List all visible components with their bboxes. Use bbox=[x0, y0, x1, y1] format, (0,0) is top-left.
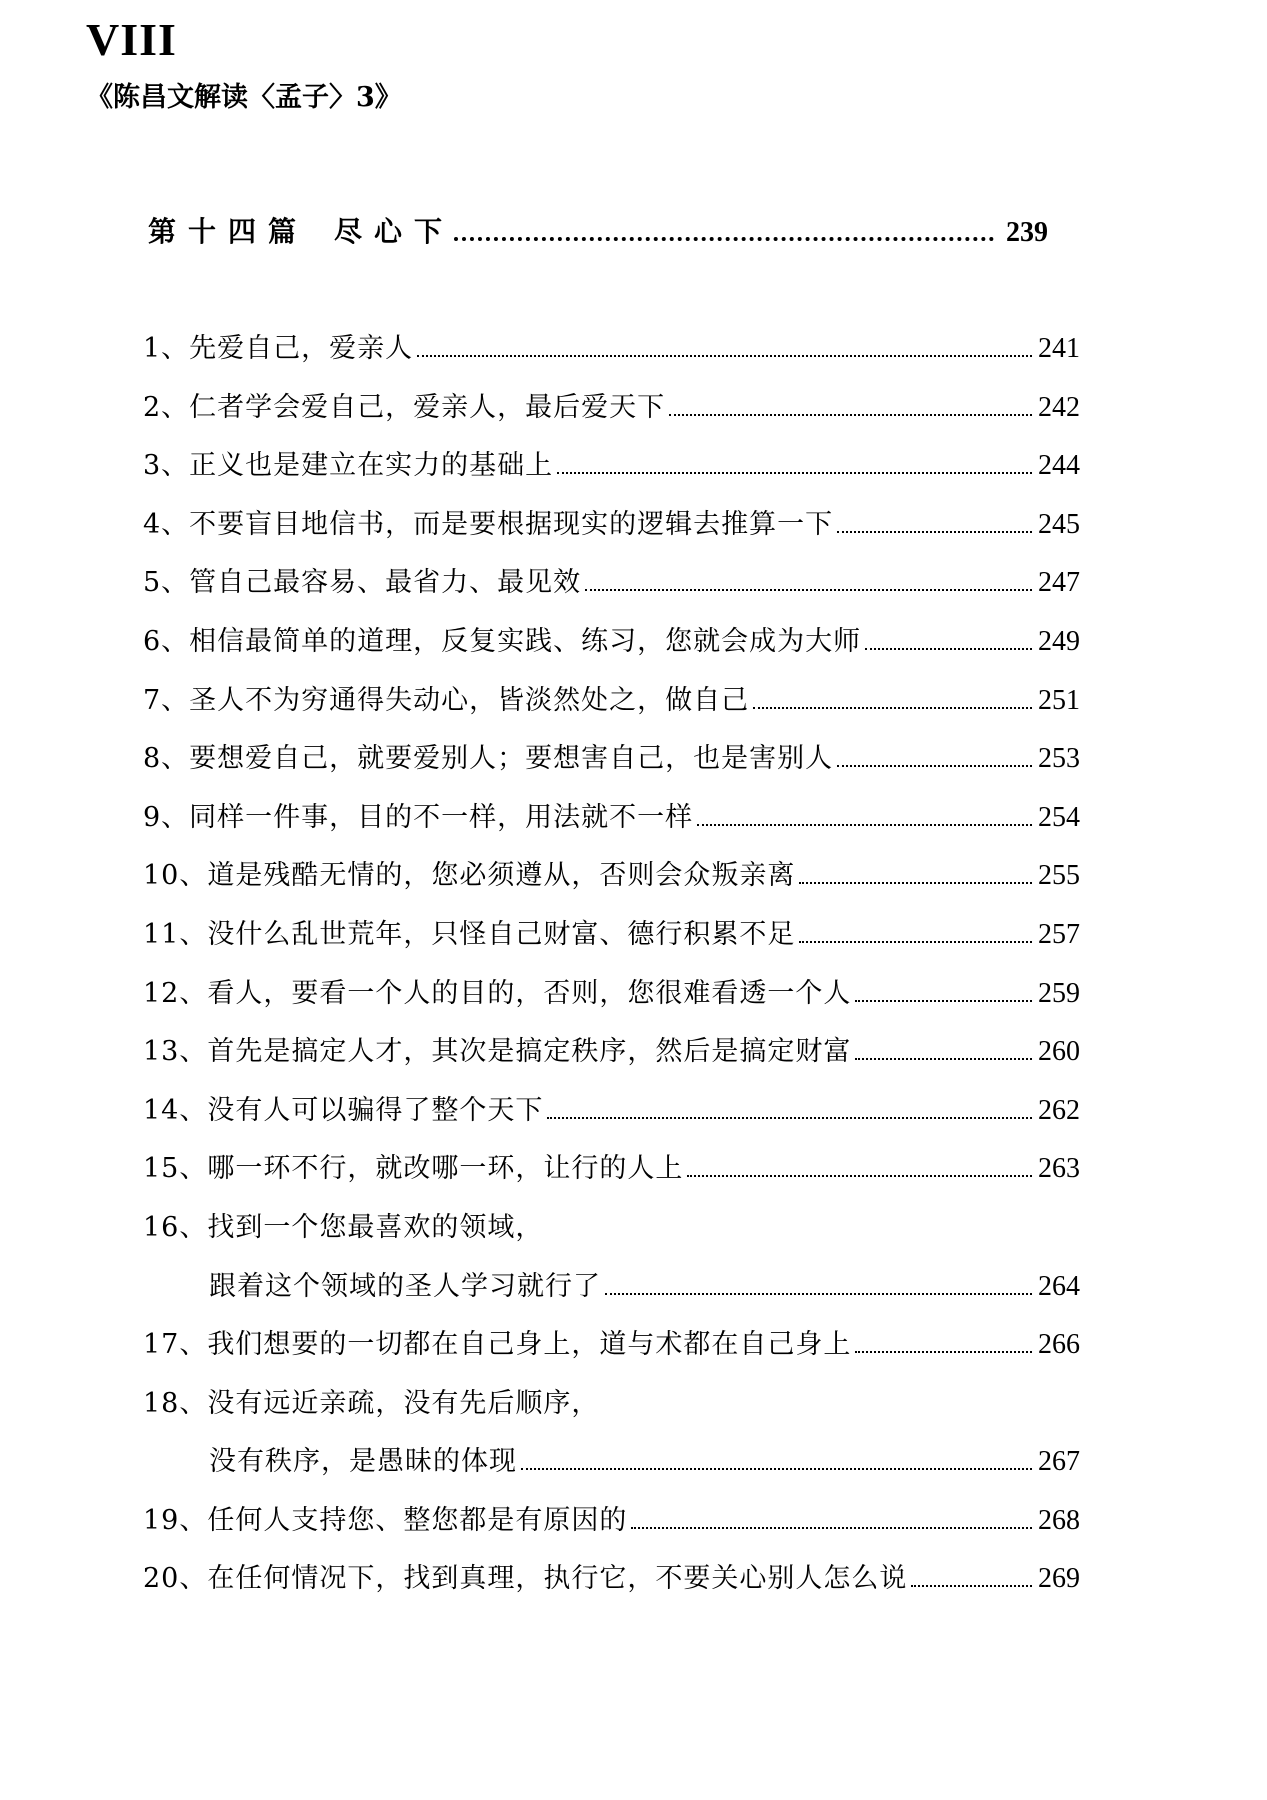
toc-entry[interactable] bbox=[143, 965, 1080, 1024]
toc-entry-text: 6、相信最简单的道理，反复实践、练习，您就会成为大师 bbox=[143, 625, 862, 657]
toc-entry-text: 11、没什么乱世荒年，只怪自己财富、德行积累不足 bbox=[143, 918, 796, 950]
dot-leader bbox=[837, 765, 1032, 767]
toc-entry-page: 267 bbox=[1038, 1446, 1080, 1478]
dot-leader bbox=[605, 1293, 1032, 1295]
toc-entry-page: 245 bbox=[1038, 508, 1080, 540]
dot-leader bbox=[697, 824, 1032, 826]
toc-entry-text: 9、同样一件事，目的不一样，用法就不一样 bbox=[143, 801, 694, 833]
toc-entry[interactable] bbox=[143, 906, 1080, 965]
toc-entry[interactable] bbox=[143, 320, 1080, 379]
toc-entry-page: 266 bbox=[1038, 1329, 1080, 1361]
toc-entry[interactable] bbox=[143, 1550, 1080, 1609]
toc-entry-page: 264 bbox=[1038, 1270, 1080, 1302]
toc-entry-page: 257 bbox=[1038, 918, 1080, 950]
toc-entry-page: 262 bbox=[1038, 1094, 1080, 1126]
chapter-title: 尽心下 bbox=[334, 215, 455, 248]
toc-entry-page: 263 bbox=[1038, 1153, 1080, 1185]
table-of-contents bbox=[143, 320, 1080, 1609]
toc-entry-page: 249 bbox=[1038, 625, 1080, 657]
toc-entry-page: 260 bbox=[1038, 1036, 1080, 1068]
toc-entry[interactable] bbox=[143, 847, 1080, 906]
chapter-heading[interactable] bbox=[148, 210, 1048, 255]
toc-entry-text: 17、我们想要的一切都在自己身上，道与术都在自己身上 bbox=[143, 1329, 852, 1361]
toc-entry-continuation[interactable] bbox=[143, 1258, 1080, 1317]
toc-entry[interactable] bbox=[143, 613, 1080, 672]
toc-entry[interactable] bbox=[143, 1023, 1080, 1082]
toc-entry-text: 8、要想爱自己，就要爱别人；要想害自己，也是害别人 bbox=[143, 743, 834, 775]
dot-leader bbox=[557, 472, 1032, 474]
toc-entry-text: 5、管自己最容易、最省力、最见效 bbox=[143, 567, 582, 599]
toc-entry[interactable] bbox=[143, 379, 1080, 438]
dot-leader bbox=[799, 941, 1032, 943]
book-title: 《陈昌文解读〈孟子〉3》 bbox=[86, 82, 402, 113]
toc-entry[interactable] bbox=[143, 1375, 1080, 1434]
toc-entry-text: 3、正义也是建立在实力的基础上 bbox=[143, 450, 554, 482]
toc-entry-page: 251 bbox=[1038, 684, 1080, 716]
toc-entry[interactable] bbox=[143, 789, 1080, 848]
toc-entry-text-line2: 没有秩序，是愚昧的体现 bbox=[209, 1446, 517, 1478]
dot-leader bbox=[454, 237, 994, 241]
toc-entry-text: 4、不要盲目地信书，而是要根据现实的逻辑去推算一下 bbox=[143, 508, 834, 540]
dot-leader bbox=[911, 1585, 1032, 1587]
toc-entry[interactable] bbox=[143, 1492, 1080, 1551]
toc-entry-page: 253 bbox=[1038, 743, 1080, 775]
toc-entry-text: 1、先爱自己，爱亲人 bbox=[143, 333, 414, 364]
toc-entry-page: 247 bbox=[1038, 567, 1080, 599]
dot-leader bbox=[585, 589, 1032, 591]
dot-leader bbox=[799, 882, 1032, 884]
toc-entry-text: 2、仁者学会爱自己，爱亲人，最后爱天下 bbox=[143, 391, 666, 423]
toc-entry-text: 12、看人，要看一个人的目的，否则，您很难看透一个人 bbox=[143, 977, 852, 1009]
toc-entry[interactable] bbox=[143, 1082, 1080, 1141]
toc-entry[interactable] bbox=[143, 1199, 1080, 1258]
toc-entry-text: 10、道是残酷无情的，您必须遵从，否则会众叛亲离 bbox=[143, 860, 796, 892]
chapter-label bbox=[148, 210, 454, 254]
chapter-page: 239 bbox=[1006, 217, 1048, 248]
toc-entry-page: 254 bbox=[1038, 801, 1080, 833]
dot-leader bbox=[521, 1468, 1032, 1470]
toc-entry-text: 14、没有人可以骗得了整个天下 bbox=[143, 1094, 544, 1126]
chapter-number: 第十四篇 bbox=[148, 215, 309, 248]
toc-entry[interactable] bbox=[143, 672, 1080, 731]
toc-entry-page: 255 bbox=[1038, 860, 1080, 892]
dot-leader bbox=[855, 1351, 1032, 1353]
toc-entry-page: 259 bbox=[1038, 977, 1080, 1009]
dot-leader bbox=[547, 1117, 1032, 1119]
toc-entry-text: 13、首先是搞定人才，其次是搞定秩序，然后是搞定财富 bbox=[143, 1036, 852, 1068]
toc-entry-text: 16、找到一个您最喜欢的领域， bbox=[143, 1211, 544, 1243]
toc-entry[interactable] bbox=[143, 1140, 1080, 1199]
toc-entry-text-line2: 跟着这个领域的圣人学习就行了 bbox=[209, 1270, 601, 1302]
dot-leader bbox=[417, 355, 1032, 357]
dot-leader bbox=[687, 1175, 1032, 1177]
dot-leader bbox=[865, 648, 1032, 650]
dot-leader bbox=[753, 707, 1032, 709]
toc-entry[interactable] bbox=[143, 1316, 1080, 1375]
toc-entry[interactable] bbox=[143, 554, 1080, 613]
toc-entry-text: 18、没有远近亲疏，没有先后顺序， bbox=[143, 1387, 600, 1419]
toc-entry-page: 269 bbox=[1038, 1563, 1080, 1595]
toc-entry-page: 241 bbox=[1038, 333, 1080, 364]
toc-entry-text: 15、哪一环不行，就改哪一环，让行的人上 bbox=[143, 1153, 684, 1185]
page-number: VIII bbox=[86, 14, 177, 65]
toc-entry[interactable] bbox=[143, 730, 1080, 789]
dot-leader bbox=[837, 531, 1032, 533]
toc-entry-page: 242 bbox=[1038, 391, 1080, 423]
toc-entry-continuation[interactable] bbox=[143, 1433, 1080, 1492]
toc-entry-page: 244 bbox=[1038, 450, 1080, 482]
dot-leader bbox=[855, 1000, 1032, 1002]
dot-leader bbox=[631, 1527, 1032, 1529]
toc-entry[interactable] bbox=[143, 437, 1080, 496]
toc-entry-page: 268 bbox=[1038, 1504, 1080, 1536]
toc-entry-text: 7、圣人不为穷通得失动心，皆淡然处之，做自己 bbox=[143, 684, 750, 716]
toc-entry-text: 20、在任何情况下，找到真理，执行它，不要关心别人怎么说 bbox=[143, 1563, 908, 1595]
toc-entry[interactable] bbox=[143, 496, 1080, 555]
dot-leader bbox=[855, 1058, 1032, 1060]
toc-entry-text: 19、任何人支持您、整您都是有原因的 bbox=[143, 1504, 628, 1536]
dot-leader bbox=[669, 414, 1032, 416]
